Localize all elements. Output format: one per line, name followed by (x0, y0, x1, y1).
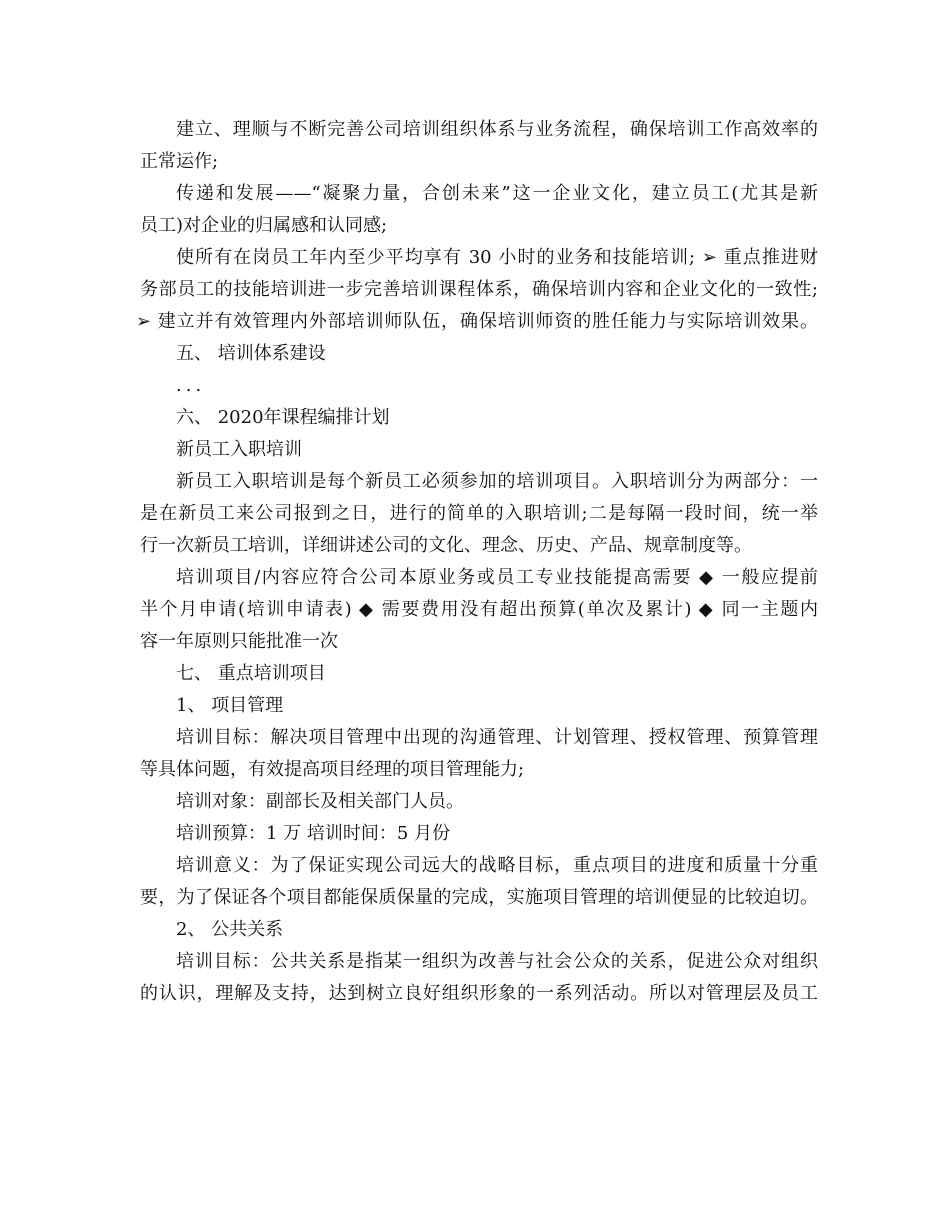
paragraph-line: 使所有在岗员工年内至少平均享有 30 小时的业务和技能培训; ➢ 重点推进财 (176, 247, 818, 268)
paragraph-line: 传递和发展——“凝聚力量，合创未来”这一企业文化，建立员工(尤其是新 (176, 183, 818, 204)
paragraph-line: ... (176, 375, 206, 396)
document-body (136, 114, 818, 1010)
paragraph-line: 新员工入职培训 (176, 439, 302, 460)
paragraph-line: 培训对象：副部长及相关部门人员。 (176, 791, 464, 812)
paragraph-line: 建立、理顺与不断完善公司培训组织体系与业务流程，确保培训工作高效率的 (176, 119, 818, 140)
paragraph-line: 半个月申请(培训申请表) ◆ 需要费用没有超出预算(单次及累计) ◆ 同一主题内 (140, 599, 818, 620)
paragraph-line: ➢ 建立并有效管理内外部培训师队伍，确保培训师资的胜任能力与实际培训效果。 (136, 311, 818, 332)
paragraph-line: 是在新员工来公司报到之日，进行的简单的入职培训;二是每隔一段时间，统一举 (140, 503, 818, 524)
paragraph-line: 行一次新员工培训，详细讲述公司的文化、理念、历史、产品、规章制度等。 (140, 535, 752, 556)
paragraph-line: 培训预算：1 万 培训时间：5 月份 (176, 823, 451, 844)
paragraph-line: 1、 项目管理 (176, 695, 284, 716)
paragraph-line: 2、 公共关系 (176, 919, 284, 940)
paragraph-line: 培训项目/内容应符合公司本原业务或员工专业技能提高需要 ◆ 一般应提前 (176, 567, 818, 588)
paragraph-line: 的认识，理解及支持，达到树立良好组织形象的一系列活动。所以对管理层及员工 (140, 983, 818, 1004)
paragraph-line: 五、 培训体系建设 (176, 343, 326, 364)
paragraph-line: 六、 2020年课程编排计划 (176, 407, 390, 428)
paragraph-line: 容一年原则只能批准一次 (140, 631, 338, 652)
paragraph-line: 培训目标：解决项目管理中出现的沟通管理、计划管理、授权管理、预算管理 (176, 727, 818, 748)
paragraph-line: 培训意义：为了保证实现公司远大的战略目标，重点项目的进度和质量十分重 (176, 855, 818, 876)
paragraph-line: 要，为了保证各个项目都能保质保量的完成，实施项目管理的培训便显的比较迫切。 (140, 887, 818, 908)
paragraph-line: 七、 重点培训项目 (176, 663, 326, 684)
paragraph-line: 务部员工的技能培训进一步完善培训课程体系，确保培训内容和企业文化的一致性; (140, 279, 818, 300)
paragraph-line: 员工)对企业的归属感和认同感; (140, 215, 388, 236)
paragraph-line: 培训目标：公共关系是指某一组织为改善与社会公众的关系，促进公众对组织 (176, 951, 818, 972)
paragraph-line: 正常运作; (140, 151, 219, 172)
paragraph-line: 新员工入职培训是每个新员工必须参加的培训项目。入职培训分为两部分：一 (176, 471, 818, 492)
paragraph-line: 等具体问题，有效提高项目经理的项目管理能力; (140, 759, 525, 780)
